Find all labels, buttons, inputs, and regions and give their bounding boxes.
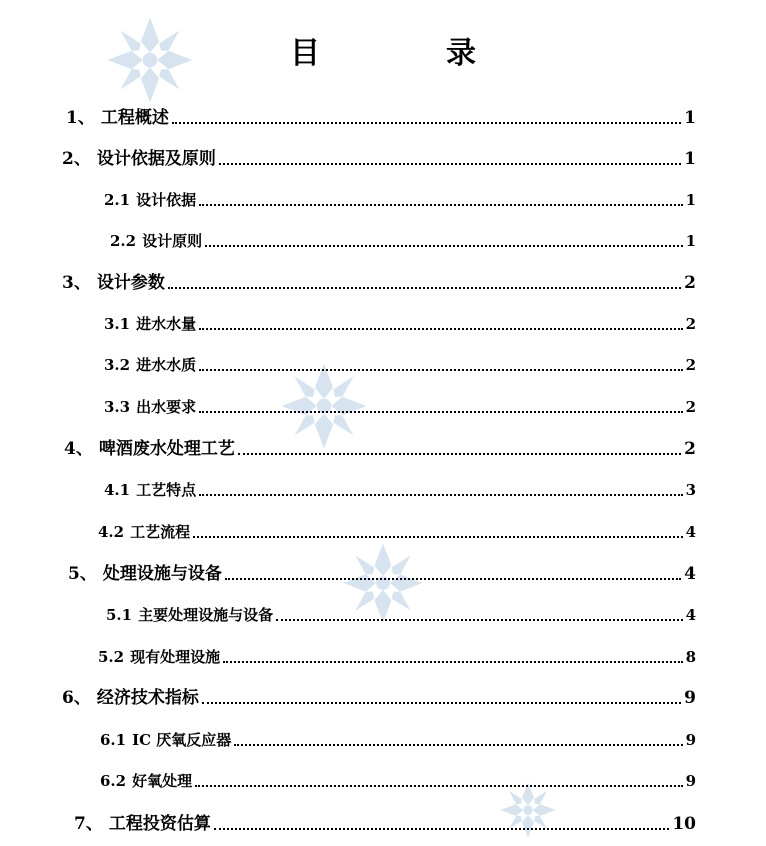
- toc-leader-dots: [214, 826, 669, 830]
- toc-leader-dots: [195, 783, 682, 787]
- toc-entry-3[interactable]: [62, 271, 696, 295]
- toc-page: 2: [684, 439, 696, 459]
- toc-page: 4: [685, 606, 696, 624]
- toc-page: 2: [685, 315, 696, 333]
- toc-number: 3、: [62, 273, 91, 293]
- toc-number: 2.1: [104, 191, 131, 209]
- toc-label: 好氧处理: [132, 772, 193, 790]
- toc-entry-6-1[interactable]: [100, 728, 696, 752]
- toc-page: 1: [684, 149, 696, 169]
- page-title: 目 录: [290, 36, 524, 71]
- toc-leader-dots: [238, 451, 681, 455]
- toc-label: 工程投资估算: [108, 814, 211, 834]
- toc-leader-dots: [193, 534, 682, 538]
- toc-leader-dots: [276, 617, 682, 621]
- toc-leader-dots: [168, 285, 681, 289]
- toc-page: 10: [672, 814, 696, 834]
- toc-leader-dots: [199, 409, 682, 413]
- toc-number: 1、: [66, 108, 95, 128]
- toc-entry-1[interactable]: [66, 106, 696, 130]
- toc-number: 3.3: [104, 398, 131, 416]
- toc-label: 主要处理设施与设备: [138, 606, 274, 624]
- toc-entry-3-3[interactable]: [104, 395, 696, 419]
- toc-page: 1: [685, 191, 696, 209]
- toc-leader-dots: [225, 576, 681, 580]
- toc-number: 6.1: [100, 731, 127, 749]
- toc-leader-dots: [199, 492, 682, 496]
- toc-number: 6、: [62, 688, 91, 708]
- toc-page: 2: [684, 273, 696, 293]
- toc-leader-dots: [199, 326, 682, 330]
- toc-label: 设计依据: [136, 191, 197, 209]
- toc-number: 2、: [62, 149, 91, 169]
- toc-page: 1: [685, 232, 696, 250]
- toc-entry-5-2[interactable]: [98, 645, 696, 669]
- toc-page: 4: [684, 564, 696, 584]
- toc-leader-dots: [205, 243, 682, 247]
- toc-label: 设计参数: [96, 273, 165, 293]
- toc-number: 3.2: [104, 356, 131, 374]
- toc-leader-dots: [219, 161, 681, 165]
- toc-leader-dots: [199, 367, 682, 371]
- toc-page: 2: [685, 398, 696, 416]
- toc-number: 2.2: [110, 232, 137, 250]
- toc-leader-dots: [172, 120, 681, 124]
- toc-label: 设计原则: [142, 232, 203, 250]
- toc-label: 进水水质: [136, 356, 197, 374]
- toc-page: 1: [684, 108, 696, 128]
- toc-entry-2-2[interactable]: [110, 229, 696, 253]
- toc-leader-dots: [202, 700, 681, 704]
- toc-label: 啤酒废水处理工艺: [98, 439, 235, 459]
- toc-entry-7[interactable]: [74, 812, 696, 836]
- toc-label: 经济技术指标: [96, 688, 199, 708]
- toc-number: 5.1: [106, 606, 133, 624]
- toc-number: 5.2: [98, 648, 125, 666]
- toc-entry-6[interactable]: [62, 686, 696, 710]
- toc-number: 7、: [74, 814, 103, 834]
- toc-label: 工艺流程: [130, 523, 191, 541]
- toc-label: 现有处理设施: [130, 648, 221, 666]
- toc-number: 4.2: [98, 523, 125, 541]
- toc-entry-6-2[interactable]: [100, 769, 696, 793]
- toc-page: 4: [685, 523, 696, 541]
- toc-number: 6.2: [100, 772, 127, 790]
- toc-entry-3-1[interactable]: [104, 312, 696, 336]
- toc-entry-5[interactable]: [68, 562, 696, 586]
- toc-number: 4.1: [104, 481, 131, 499]
- toc-entry-5-1[interactable]: [106, 603, 696, 627]
- toc-page: 8: [685, 648, 696, 666]
- toc-number: 3.1: [104, 315, 131, 333]
- toc-label: 工程概述: [100, 108, 169, 128]
- toc-entry-4[interactable]: [64, 437, 696, 461]
- toc-entry-2[interactable]: [62, 147, 696, 171]
- toc-label: IC 厌氧反应器: [132, 731, 232, 749]
- toc-leader-dots: [223, 659, 682, 663]
- toc-label: 设计依据及原则: [96, 149, 216, 169]
- toc-page: 9: [685, 731, 696, 749]
- toc-number: 4、: [64, 439, 93, 459]
- toc-label: 出水要求: [136, 398, 197, 416]
- toc-label: 工艺特点: [136, 481, 197, 499]
- toc-page: 2: [685, 356, 696, 374]
- toc-label: 处理设施与设备: [102, 564, 222, 584]
- toc-number: 5、: [68, 564, 97, 584]
- toc-entry-4-1[interactable]: [104, 478, 696, 502]
- toc-entry-2-1[interactable]: [104, 188, 696, 212]
- toc-leader-dots: [199, 202, 682, 206]
- toc-entry-4-2[interactable]: [98, 520, 696, 544]
- toc-label: 进水水量: [136, 315, 197, 333]
- toc-page: 3: [685, 481, 696, 499]
- toc-page: 9: [684, 688, 696, 708]
- toc-entry-3-2[interactable]: [104, 353, 696, 377]
- toc-leader-dots: [234, 742, 682, 746]
- toc-page: 9: [685, 772, 696, 790]
